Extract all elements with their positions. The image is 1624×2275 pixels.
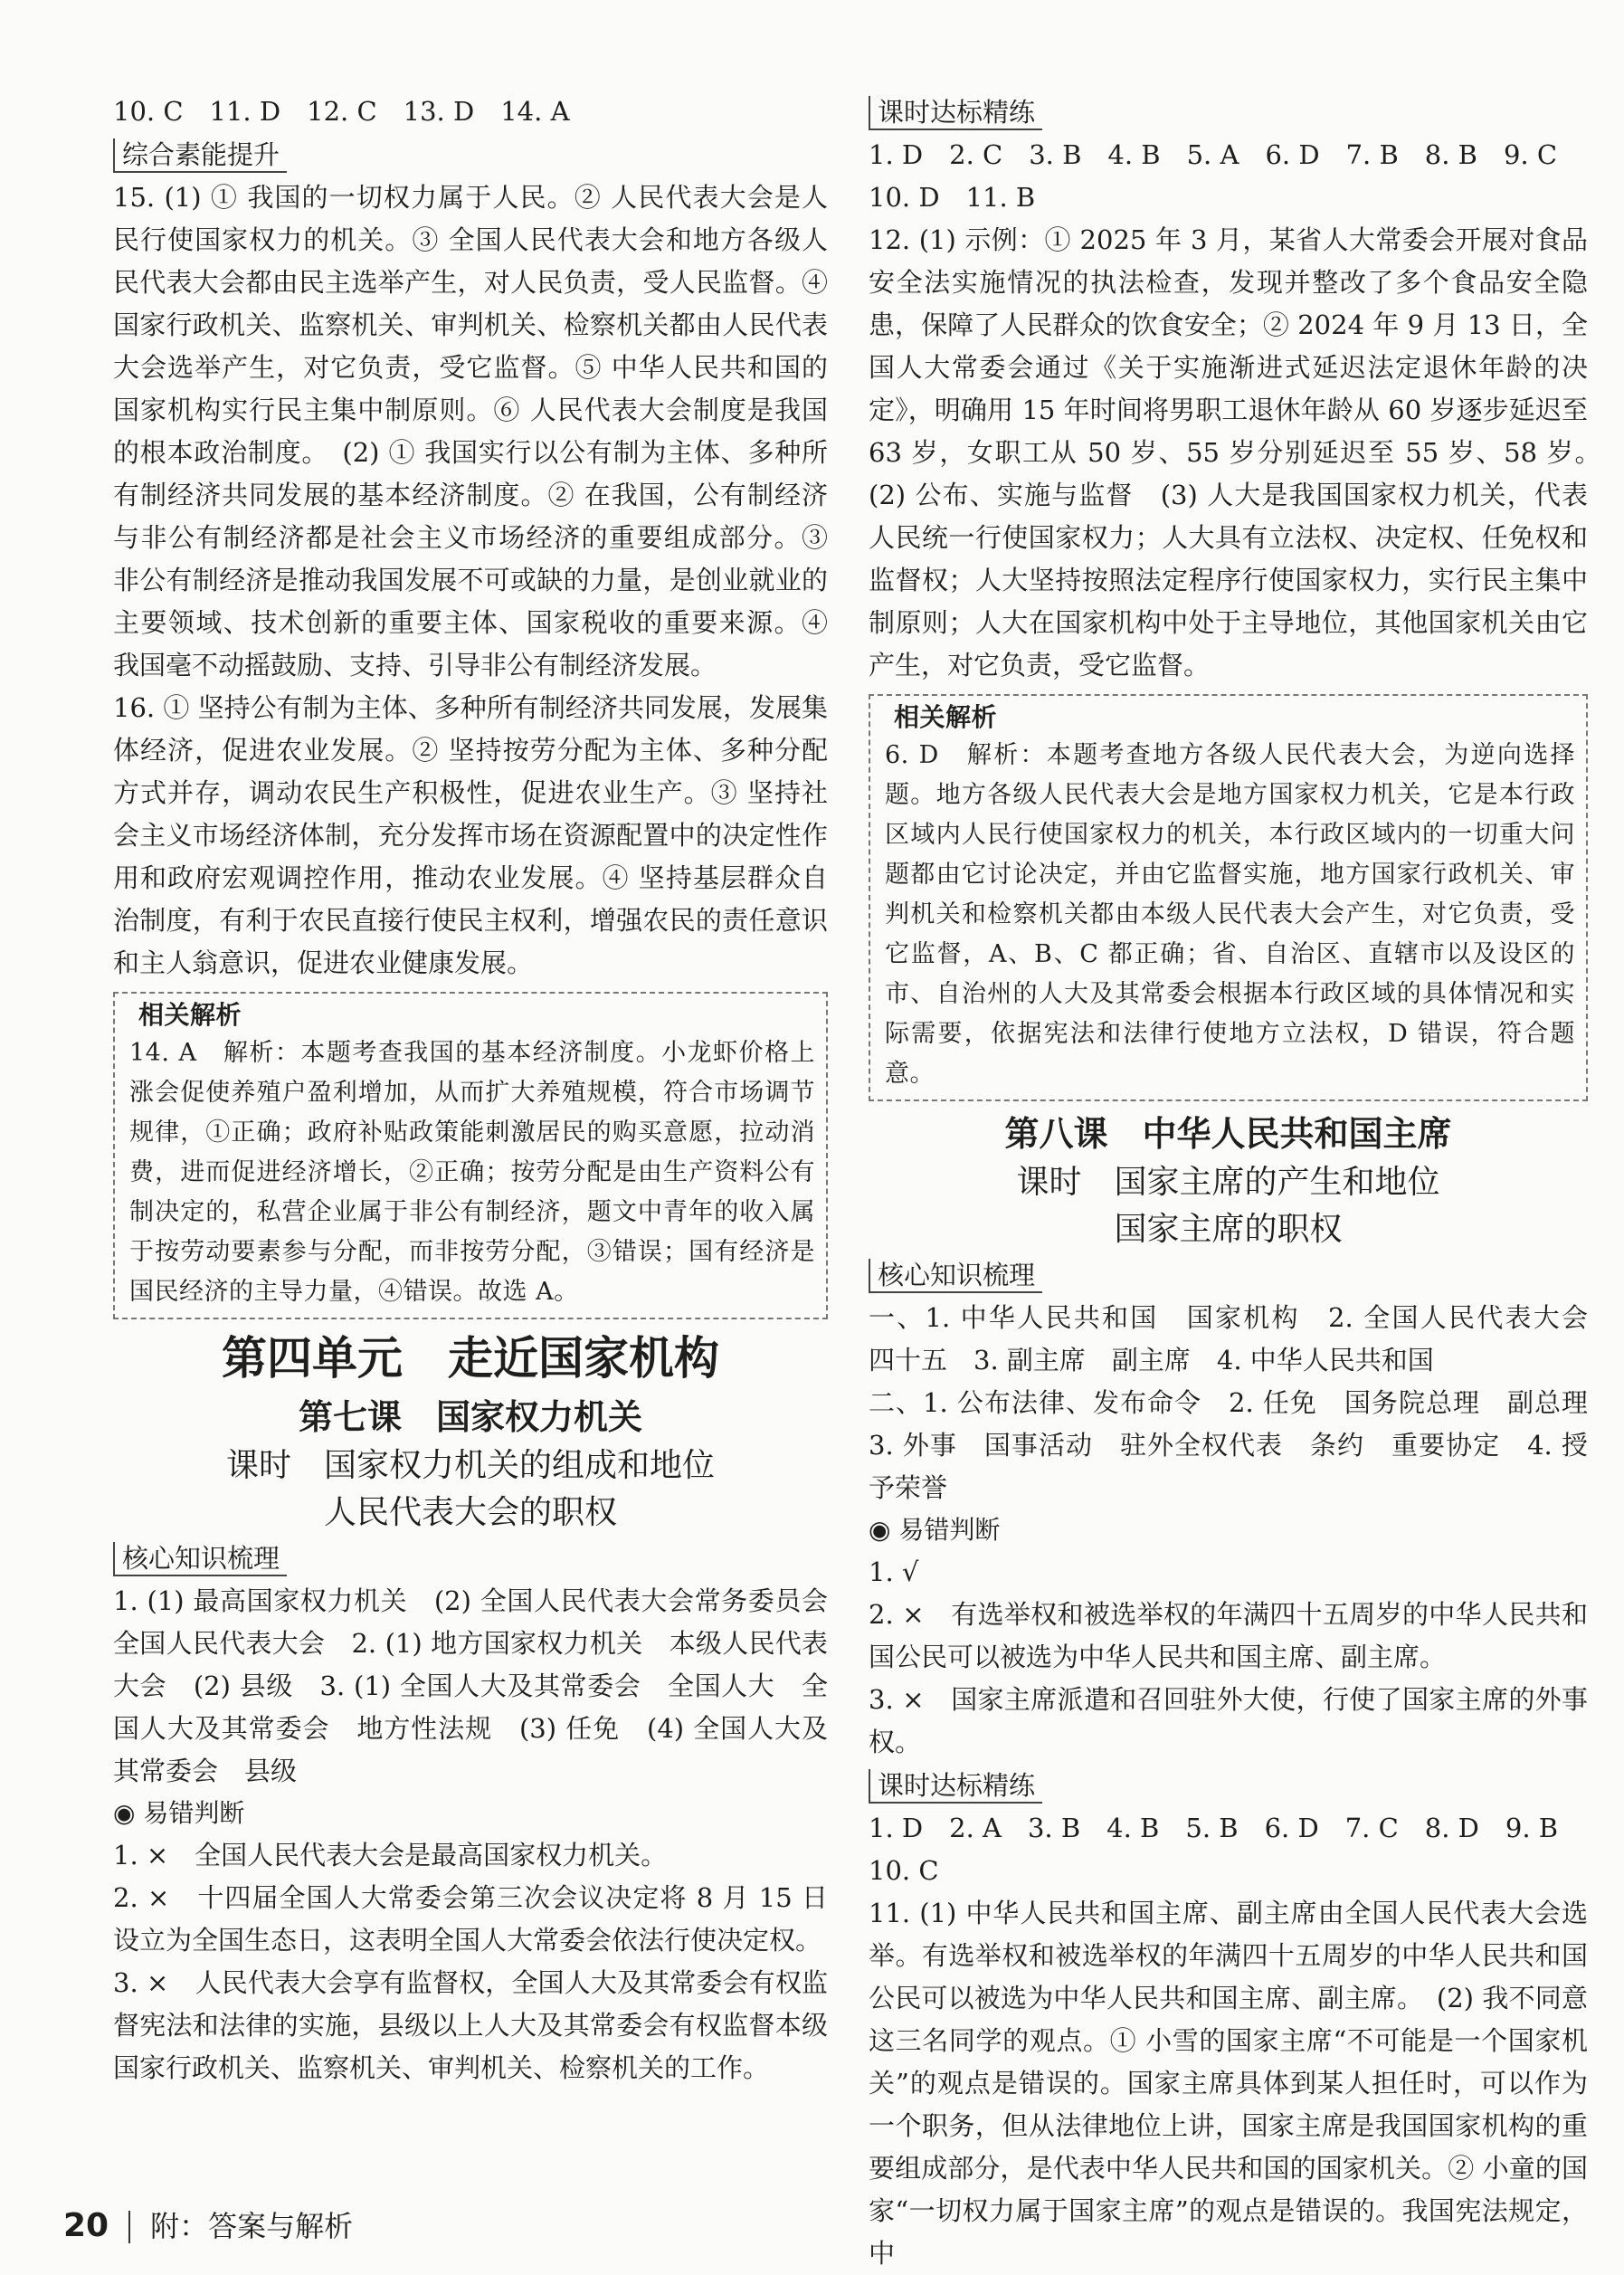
footer-divider: [128, 2211, 130, 2243]
lesson-7-title: 第七课 国家权力机关: [298, 1397, 642, 1437]
answers-top: 10. C 11. D 12. C 13. D 14. A: [113, 96, 570, 127]
section-practice-label: 课时达标精练: [869, 96, 1042, 130]
footer-label: 附：答案与解析: [150, 2209, 354, 2243]
core-2: 二、1. 公布法律、发布命令 2. 任免 国务院总理 副总理 3. 外事 国事活动 驻外全权代表 条约 重要协定 4. 授予荣誉: [869, 1387, 1615, 1503]
wrong-judgment-title: ◉ 易错判断: [869, 1509, 1588, 1551]
page-footer: [63, 2204, 353, 2245]
question-12: 12. (1) 示例：① 2025 年 3 月，某省人大常委会开展对食品安全法实施情况的执法检查，发现并整改了多个食品安全隐患，保障了人民群众的饮食安全；② 2024 年 9 月 13 日，全国人大常委会通过《关于实施渐进式延迟法定退休年龄的决定》，明确用 15 年时间将男职工退休年龄从 60 岁逐步延迟至 63 岁，女职工从 50 岁、55 岁分别延迟至 55 岁、58 岁。 (2) 公布、实施与监督 (3) 人大是我国国家权力机关，代表人民统一行使国家权力；人大具有立法权、决定权、任免权和监督权；人大坚持按照法定程序行使国家权力，实行民主集中制原则；人大在国家机构中处于主导地位，其他国家机关由它产生，对它负责，受它监督。: [869, 224, 1615, 681]
lesson-7-sub1: 课时 国家权力机关的组成和地位: [225, 1447, 715, 1484]
wrong-1: 1. × 全国人民代表大会是最高国家权力机关。: [113, 1840, 668, 1870]
answers-d: 10. C: [869, 1855, 939, 1886]
question-16: 16. ① 坚持公有制为主体、多种所有制经济共同发展，发展集体经济，促进农业发展。② 坚持按劳分配为主体、多种分配方式并存，调动农民生产积极性，促进农业生产。③ 坚持社会主义市场经济体制，充分发挥市场在资源配置中的决定性作用和政府宏观调控作用，推动农业发展。④ 坚持基层群众自治制度，有利于农民直接行使民主权利，增强农民的责任意识和主人翁意识，促进农业健康发展。: [113, 692, 828, 978]
core-1: 一、1. 中华人民共和国 国家机构 2. 全国人民代表大会 四十五 3. 副主席 副主席 4. 中华人民共和国: [869, 1302, 1615, 1375]
core-text: 1. (1) 最高国家权力机关 (2) 全国人民代表大会常务委员会 全国人民代表大会 2. (1) 地方国家权力机关 本级人民代表大会 (2) 县级 3. (1) 全国人大及其常委会 全国人大 全国人大及其常委会 地方性法规 (3) 任免 (4) 全国人大及其常委会 县级: [113, 1585, 855, 1786]
wrong-1: 1. √: [869, 1556, 919, 1587]
lesson-8-sub2: 国家主席的职权: [1114, 1211, 1343, 1248]
analysis-14: 14. A 解析：本题考查我国的基本经济制度。小龙虾价格上涨会促使养殖户盈利增加，从而扩大养殖规模，符合市场调节规律，①正确；政府补贴政策能刺激居民的购买意愿，拉动消费，进而促进经济增长，②正确；按劳分配是由生产资料公有制决定的，私营企业属于非公有制经济，题文中青年的收入属于按劳动要素参与分配，而非按劳分配，③错误；国有经济是国民经济的主导力量，④错误。故选 A。: [129, 1039, 815, 1306]
question-15: 15. (1) ① 我国的一切权力属于人民。② 人民代表大会是人民行使国家权力的机关。③ 全国人民代表大会和地方各级人民代表大会都由民主选举产生，对人民负责，受人民监督。④ 国家行政机关、监察机关、审判机关、检察机关都由人民代表大会选举产生，对它负责，受它监督。⑤ 中华人民共和国的国家机构实行民主集中制原则。⑥ 人民代表大会制度是我国的根本政治制度。 (2) ① 我国实行以公有制为主体、多种所有制经济共同发展的基本经济制度。② 在我国，公有制经济与非公有制经济都是社会主义市场经济的重要组成部分。③ 非公有制经济是推动我国发展不可或缺的力量，是创业就业的主要领域、技术创新的重要主体、国家税收的重要来源。④ 我国毫不动摇鼓励、支持、引导非公有制经济发展。: [113, 182, 828, 681]
wrong-2: 2. × 有选举权和被选举权的年满四十五周岁的中华人民共和国公民可以被选为中华人民共和国主席、副主席。: [869, 1599, 1588, 1672]
right-column: [869, 90, 1615, 2275]
unit-title: 第四单元 走近国家机构: [222, 1332, 719, 1385]
left-column: [113, 90, 855, 2089]
answers-a: 1. D 2. C 3. B 4. B 5. A 6. D 7. B 8. B 9. C: [869, 139, 1558, 170]
analysis-title: 相关解析: [138, 1000, 242, 1030]
analysis-box-right: [869, 694, 1588, 1101]
answers-c: 1. D 2. A 3. B 4. B 5. B 6. D 7. C 8. D 9. B: [869, 1813, 1559, 1843]
section-core-label: 核心知识梳理: [869, 1259, 1042, 1293]
section-core-label: 核心知识梳理: [113, 1542, 287, 1576]
section-practice-label-2: 课时达标精练: [869, 1769, 1042, 1804]
wrong-3: 3. × 国家主席派遣和召回驻外大使，行使了国家主席的外事权。: [869, 1684, 1588, 1757]
wrong-judgment-title: ◉ 易错判断: [113, 1793, 828, 1834]
analysis-box-left: [113, 992, 828, 1319]
question-11: 11. (1) 中华人民共和国主席、副主席由全国人民代表大会选举。有选举权和被选举权的年满四十五周岁的中华人民共和国公民可以被选为中华人民共和国主席、副主席。 (2) 我不同意这三名同学的观点。① 小雪的国家主席“不可能是一个国家机关”的观点是错误的。国家主席具体到某人担任时，可以作为一个职务，但从法律地位上讲，国家主席是我国国家机构的重要组成部分，是代表中华人民共和国的国家机关。② 小童的国家“一切权力属于国家主席”的观点是错误的。我国宪法规定，中: [869, 1898, 1588, 2269]
lesson-7-sub2: 人民代表大会的职权: [323, 1494, 617, 1531]
wrong-3: 3. × 人民代表大会享有监督权，全国人大及其常委会有权监督宪法和法律的实施，县级以上人大及其常委会有权监督本级国家行政机关、监察机关、审判机关、检察机关的工作。: [113, 1967, 828, 2083]
analysis-title: 相关解析: [894, 702, 998, 732]
lesson-8-title: 第八课 中华人民共和国主席: [1004, 1114, 1452, 1154]
wrong-2: 2. × 十四届全国人大常委会第三次会议决定将 8 月 15 日设立为全国生态日，这表明全国人大常委会依法行使决定权。: [113, 1882, 828, 1956]
answers-b: 10. D 11. B: [869, 182, 1036, 213]
analysis-6: 6. D 解析：本题考查地方各级人民代表大会，为逆向选择题。地方各级人民代表大会是地方国家权力机关，它是本行政区域内人民行使国家权力的机关，本行政区域内的一切重大问题都由它讨论决定，并由它监督实施，地方国家行政机关、审判机关和检察机关都由本级人民代表大会产生，对它负责，受它监督，A、B、C 都正确；省、自治区、直辖市以及设区的市、自治州的人大及其常委会根据本行政区域的具体情况和实际需要，依据宪法和法律行使地方立法权，D 错误，符合题意。: [885, 741, 1575, 1088]
page-number: 20: [63, 2207, 109, 2244]
section-ability-label: 综合素能提升: [113, 138, 287, 173]
lesson-8-sub1: 课时 国家主席的产生和地位: [1016, 1164, 1440, 1201]
